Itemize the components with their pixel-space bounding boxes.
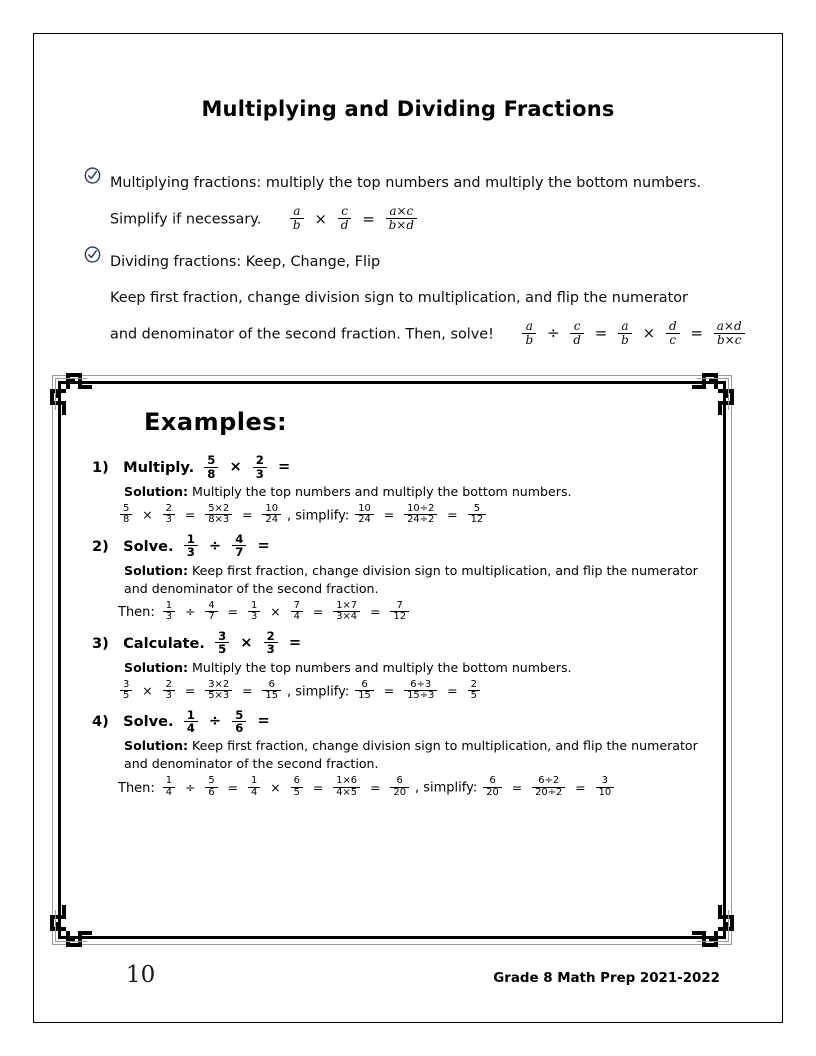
solution-text-line2: and denominator of the second fraction. [124,756,379,772]
fraction-a-b [290,205,304,231]
numerator: 3×2 [208,678,230,690]
circled-check-icon [84,167,101,184]
equals-operator: = [227,779,239,795]
fraction-2 [253,454,267,480]
fraction-w1 [120,680,132,702]
fraction-1 [184,533,198,559]
denominator: 3 [163,514,175,525]
operator: × [142,507,153,523]
operator: ÷ [208,712,222,730]
denominator: 24 [262,514,281,525]
numerator: 3 [123,678,130,690]
note-dividing [84,244,744,353]
equals-operator: = [594,324,608,342]
example-prompt: Solve. [123,537,174,555]
denominator: 3 [248,611,260,622]
fraction-w3 [248,776,260,798]
denominator: 4 [163,787,175,798]
fraction-w5 [333,776,360,798]
denominator: 8×3 [205,514,232,525]
denominator: b [618,333,632,347]
denominator: c [666,333,680,347]
denominator: 4×5 [333,787,360,798]
numerator: 1×7 [336,599,358,611]
fraction-1 [215,630,229,656]
fraction-w8 [532,776,565,798]
denominator: d [338,218,352,232]
denominator: 12 [390,611,409,622]
numerator: 5 [208,775,215,787]
simplify-label: , simplify: [286,684,350,700]
fraction-1 [184,709,198,735]
equals-operator: = [242,683,253,699]
operator: ÷ [185,779,196,795]
fraction-w1 [120,504,132,526]
numerator: 1 [165,599,173,611]
denominator: 4 [184,721,198,734]
equals-operator: = [288,633,302,651]
fraction-w1 [163,776,175,798]
note-line: Multiplying fractions: multiply the top numbers and multiply the bottom numbers. [110,175,702,191]
example-item [92,532,708,624]
numerator: 4 [208,599,215,611]
solution-text-line2: and denominator of the second fraction. [124,580,379,596]
example-prompt: Calculate. [123,634,205,652]
numerator: 1 [165,775,173,787]
solution-text: Multiply the top numbers and multiply the bottom numbers. [192,659,572,675]
operator: ÷ [185,604,196,620]
multiply-operator: × [642,324,656,342]
divide-operator: ÷ [546,324,560,342]
example-solution [92,737,708,773]
numerator: 1 [250,599,258,611]
denominator: 7 [205,611,217,622]
equals-operator: = [383,683,395,699]
operator: × [240,633,253,651]
denominator: 24÷2 [404,514,437,525]
denominator: 3 [264,642,278,655]
fraction-w6 [390,776,409,798]
example-work [92,777,708,799]
numerator: 6÷3 [410,678,432,690]
numerator: 10 [265,503,279,514]
fraction-w2 [163,680,175,702]
fraction-w2 [205,601,217,623]
solution-text: Keep first fraction, change division sign to multiplication, and flip the numerator [192,738,698,754]
fraction-2 [264,630,278,656]
numerator: 1 [186,532,195,547]
denominator: 20 [390,787,409,798]
denominator: 12 [468,514,487,525]
fraction-w4 [262,504,281,526]
ornament-corner-top-left [48,371,94,417]
numerator: d [668,318,677,333]
fraction-w4 [291,776,303,798]
numerator: 6 [268,678,275,690]
simplify-label: , simplify: [286,508,350,524]
ornament-corner-bottom-left [48,903,94,949]
fraction-w4 [291,601,303,623]
example-prompt: Multiply. [123,459,195,476]
numerator: 5 [235,707,244,722]
numerator: 3 [218,628,227,643]
examples-heading: Examples: [144,408,288,436]
numerator: c [573,318,581,333]
denominator: 15÷3 [404,690,437,701]
fraction-w3 [205,680,232,702]
numerator: 6÷2 [538,775,560,787]
example-question [92,707,708,737]
denominator: 5 [291,787,303,798]
solution-label: Solution: [124,659,188,675]
example-question [92,453,708,483]
operator: ÷ [208,536,222,554]
fraction-1 [204,454,218,480]
numerator: 6 [293,775,300,787]
numerator: a [621,318,629,333]
denominator: 24 [355,514,374,525]
numerator: 2 [165,678,172,690]
equals-operator: = [242,507,253,523]
fraction-w3 [248,601,260,623]
denominator: 15 [355,690,374,701]
example-index: 4) [92,713,109,731]
numerator: 7 [396,599,403,611]
equals-operator: = [370,604,381,620]
example-solution [92,562,708,598]
solution-label: Solution: [124,738,188,754]
fraction-w9 [596,776,615,798]
fraction-w5 [333,601,360,623]
denominator: 6 [232,721,246,734]
fraction-w5 [355,504,374,526]
equals-operator: = [257,712,270,730]
numerator: 2 [266,628,275,643]
fraction-c-d [338,205,352,231]
note-line-text: Simplify if necessary. [110,211,262,228]
denominator: b×c [714,333,745,347]
footer-note: Grade 8 Math Prep 2021-2022 [493,971,720,986]
denominator: 4 [291,611,303,622]
numerator: 10÷2 [407,503,435,514]
fraction-w5 [355,680,374,702]
example-question [92,532,708,562]
numerator: 3 [601,775,609,787]
numerator: 2 [165,503,172,514]
denominator: 3 [163,690,175,701]
numerator: 6 [396,775,403,787]
fraction-w7 [468,680,480,702]
equals-operator: = [278,458,291,475]
note-line: Keep first fraction, change division sign to multiplication, and flip the numerator [110,289,688,306]
equals-operator: = [511,779,523,795]
fraction-a-b-2 [618,320,632,346]
example-prompt: Solve. [123,713,174,731]
numerator: 2 [255,453,264,468]
denominator: 8 [120,514,132,525]
numerator: 5×2 [208,503,230,514]
fraction-w1 [163,601,175,623]
denominator: 3×4 [333,611,360,622]
denominator: b [290,218,304,232]
denominator: 5 [215,642,229,655]
page-title: Multiplying and Dividing Fractions [201,97,615,121]
fraction-c-d [570,320,584,346]
denominator: 5×3 [205,690,232,701]
numerator: 5 [207,453,216,468]
notes-section [84,165,744,358]
numerator: 6 [361,678,368,690]
note-line-with-formula [84,316,744,353]
denominator: 6 [205,787,217,798]
denominator: 15 [262,690,281,701]
then-label: Then: [118,780,155,796]
numerator: 10 [358,503,371,514]
operator: × [270,779,281,795]
solution-text: Multiply the top numbers and multiply the bottom numbers. [192,484,572,499]
numerator: 1×6 [336,775,358,787]
denominator: 20 [483,787,502,798]
then-label: Then: [118,605,155,621]
fraction-w6 [404,504,437,526]
fraction-w2 [205,776,217,798]
solution-label: Solution: [124,562,188,578]
numerator: 7 [293,599,300,611]
numerator: c [341,204,348,219]
numerator: 2 [470,678,477,690]
solution-label: Solution: [124,484,188,499]
example-solution [92,483,708,501]
fraction-w6 [390,601,409,623]
circled-check-icon [84,246,101,263]
equals-operator: = [257,536,270,554]
denominator: 20÷2 [532,787,565,798]
equals-operator: = [362,209,375,228]
numerator: a [293,204,301,219]
equals-operator: = [227,604,239,620]
numerator: 6 [489,775,496,787]
example-item [92,453,708,527]
equals-operator: = [184,507,196,523]
denominator: 7 [232,545,246,558]
denominator: 5 [120,690,132,701]
example-work [92,505,708,527]
page-number: 10 [126,962,156,988]
examples-list [92,453,708,804]
numerator: a [525,318,533,333]
denominator: 8 [204,467,218,480]
note-multiplying [84,165,744,238]
multiply-operator: × [314,209,327,228]
fraction-2 [232,533,246,559]
example-item [92,707,708,799]
fraction-w7 [468,504,487,526]
example-work [92,599,708,624]
ornament-corner-bottom-right [690,903,736,949]
examples-frame [52,375,732,945]
note-line-with-formula [84,201,744,238]
equals-operator: = [312,604,324,620]
numerator: 4 [235,532,244,547]
example-solution [92,659,708,677]
solution-text: Keep first fraction, change division sign to multiplication, and flip the numerator [192,562,698,578]
fraction-d-c [666,320,680,346]
division-formula [520,316,746,353]
example-work [92,678,708,703]
numerator: 1 [186,707,195,722]
note-line: Dividing fractions: Keep, Change, Flip [110,253,381,270]
example-index: 1) [92,459,109,476]
numerator: a×c [389,204,414,219]
equals-operator: = [184,683,196,699]
equals-operator: = [575,779,586,795]
equals-operator: = [447,507,458,523]
operator: × [270,604,281,620]
fraction-w4 [262,680,281,702]
equals-operator: = [312,779,324,795]
denominator: 3 [184,545,198,558]
equals-operator: = [370,779,381,795]
note-line-text: and denominator of the second fraction. Then, solve! [110,325,494,342]
fraction-w6 [404,680,437,702]
denominator: 3 [253,467,267,480]
denominator: 10 [596,787,615,798]
denominator: 4 [248,787,260,798]
numerator: 1 [250,775,258,787]
example-index: 3) [92,634,109,652]
multiplication-formula [288,201,419,238]
fraction-w2 [163,504,175,526]
operator: × [229,458,242,475]
fraction-2 [232,709,246,735]
denominator: 5 [468,690,480,701]
fraction-result [386,205,417,231]
example-question [92,629,708,659]
example-index: 2) [92,537,109,555]
operator: × [142,683,153,699]
example-item [92,629,708,703]
numerator: 5 [473,503,481,514]
equals-operator: = [447,683,458,699]
fraction-w7 [483,776,502,798]
denominator: 3 [163,611,175,622]
denominator: b×d [386,218,417,232]
equals-operator: = [690,324,703,342]
denominator: d [570,333,584,347]
fraction-result [714,320,745,346]
ornament-corner-top-right [690,371,736,417]
equals-operator: = [383,507,395,523]
numerator: 5 [123,503,130,514]
simplify-label: , simplify: [414,780,478,796]
fraction-w3 [205,504,232,526]
denominator: b [522,333,536,347]
numerator: a×d [716,318,742,333]
fraction-a-b [522,320,536,346]
